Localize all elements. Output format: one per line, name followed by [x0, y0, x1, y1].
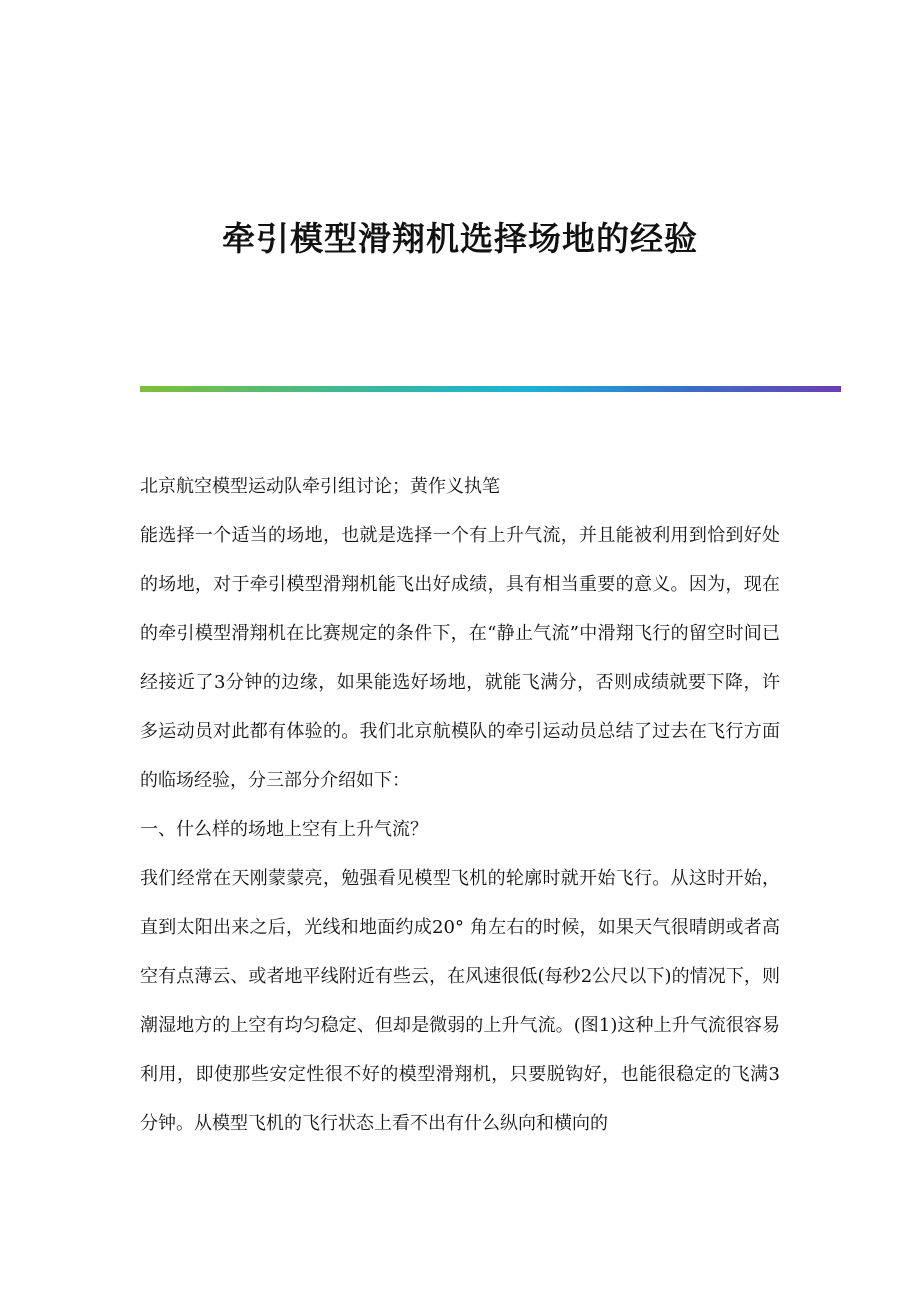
document-title: 牵引模型滑翔机选择场地的经验 [222, 219, 698, 258]
byline-paragraph: 北京航空模型运动队牵引组讨论；黄作义执笔 [140, 476, 500, 497]
document-body [140, 462, 780, 1148]
section-1-paragraph: 我们经常在天刚蒙蒙亮，勉强看见模型飞机的轮廓时就开始飞行。从这时开始，直到太阳出来之后，光线和地面约成20° 角左右的时候，如果天气很晴朗或者高空有点薄云、或者地平线附近有些云，在风速很低(每秒2公尺以下)的情况下，则潮湿地方的上空有均匀稳定、但却是微弱的上升气流。(图1)这种上升气流很容易利用，即使那些安定性很不好的模型滑翔机，只要脱钩好，也能很稳定的飞满3分钟。从模型飞机的飞行状态上看不出有什么纵向和横向的 [140, 868, 780, 1134]
intro-paragraph: 能选择一个适当的场地，也就是选择一个有上升气流，并且能被利用到恰到好处的场地，对于牵引模型滑翔机能飞出好成绩，具有相当重要的意义。因为，现在的牵引模型滑翔机在比赛规定的条件下，在“静止气流”中滑翔飞行的留空时间已经接近了3分钟的边缘，如果能选好场地，就能飞满分，否则成绩就要下降，许多运动员对此都有体验的。我们北京航模队的牵引运动员总结了过去在飞行方面的临场经验，分三部分介绍如下： [140, 525, 780, 791]
gradient-divider [140, 386, 841, 392]
section-heading-1: 一、什么样的场地上空有上升气流？ [140, 819, 428, 840]
